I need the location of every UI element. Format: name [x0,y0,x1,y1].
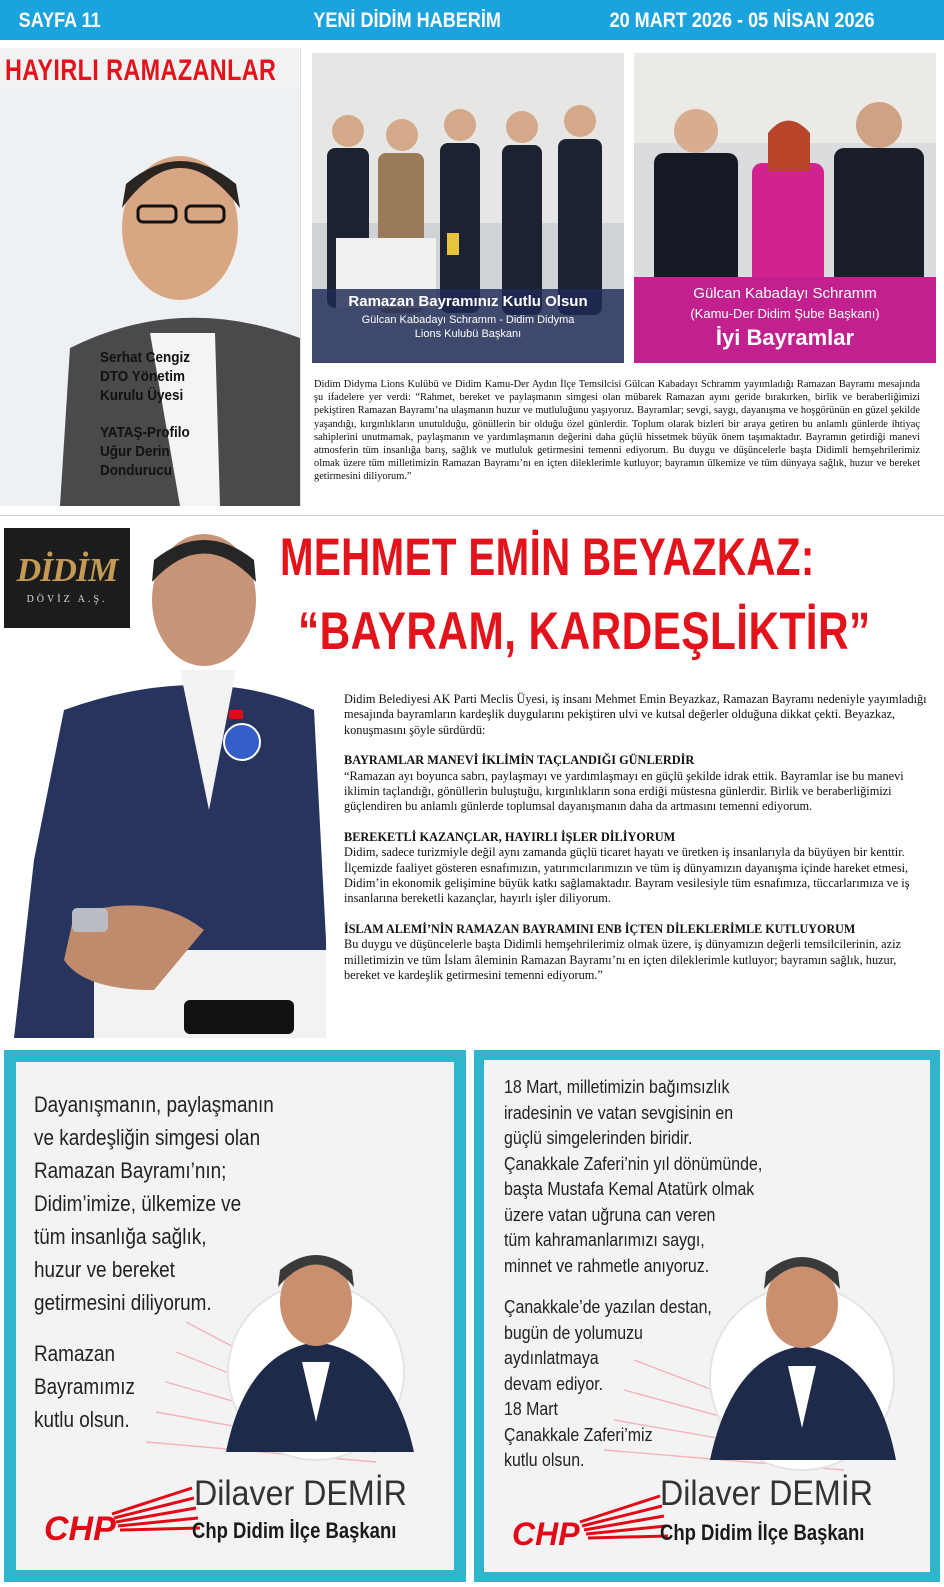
ad-line: 18 Mart, milletimizin bağımsızlık [504,1076,730,1097]
ad-line: Çanakkale Zaferi’nin yıl dönümünde, [504,1152,763,1174]
headline-line1: MEHMET EMİN BEYAZKAZ: [280,528,815,587]
ad-line: iradesinin ve vatan sevgisinin en [504,1101,734,1123]
ad-line: Çanakkale’de yazılan destan, [504,1296,712,1317]
headline-line2: “BAYRAM, KARDEŞLİKTİR” [298,602,871,661]
article-subheading-2: BEREKETLİ KAZANÇLAR, HAYIRLI İŞLER DİLİYORUM [344,829,676,844]
beyazkaz-portrait [4,520,326,1038]
person1-role2: Kurulu Üyesi [100,387,184,404]
kamu-der-photo [634,53,936,363]
candidate-name: Dilaver DEMİR [660,1474,873,1513]
article-paragraph-2: Didim, sadece turizmiyle değil aynı zamanda güçlü ticaret hayatı ve üretken iş insanlarıyla da büyüyen bir kenttir. İlçemizde faaliyet gösteren esnafımızın, yatırımcılarımızın ve tüm iş dünyamızın dayanışma içinde hareket etmesi, Didim’in ekonomik gelişimine büyük katkı sağlamaktadır. Bayram vesilesiyle tüm esnafımıza, tüccarlarımıza ve iş insanlarına bereketli kazançlar, hayırlı işler diliyorum. [344,845,910,906]
logo-brand: DİDİM [16,552,118,589]
main-article-body [344,692,930,984]
article-paragraph-3: Bu duygu ve düşüncelerle başta Didimli hemşehrilerimiz olmak üzere, iş dünyamızın değerli temsilcilerinin, aziz milletimizin ve tüm İslam âleminin Ramazan Bayramı’nı en içten dileklerimle kutluyor; bayramın sağlık, huzur, bereket ve kardeşlik getirmesini temenni ediyorum.” [344,937,901,983]
page-header-bar [0,0,944,40]
ad-line: güçlü simgelerinden biridir. [504,1127,693,1148]
ad-line: aydınlatmaya [504,1347,599,1368]
section-divider [0,515,944,516]
photo-caption-title: Ramazan Bayramınız Kutlu Olsun [348,293,588,310]
ad-message [504,1074,762,1473]
photo-caption-greeting: İyi Bayramlar [715,325,855,350]
chp-canakkale-ad [474,1050,940,1582]
ad-line: Çanakkale Zaferi’miz [504,1423,653,1445]
ad-line: Dayanışmanın, paylaşmanın [34,1092,274,1117]
ad-line: bugün de yolumuzu [504,1321,643,1343]
ad-closing-line: Ramazan [34,1341,115,1366]
candidate-name: Dilaver DEMİR [194,1474,407,1513]
ad-line: üzere vatan uğruna can veren [504,1203,716,1225]
lions-article-text: Didim Didyma Lions Kulübü ve Didim Kamu-Der Aydın İlçe Temsilcisi Gülcan Kabadayı Schramm yayımladığı Ramazan Bayramı mesajında şu ifadelere yer verdi: “Rahmet, bereket ve paylaşmanın simgesi olan mübarek Ramazan ayını geride bırakırken, birlik ve beraberliğimizi pekiştiren Ramazan Bayramı’na ulaşmanın huzur ve mutluluğunu yaşıyoruz. Bayramlar; sevgi, saygı, dayanışma ve hoşgörünün en güzel şekilde yaşandığı, kırgınlıkların unutulduğu, gönüllerin bir olduğu özel günlerdir. Toplum olarak bizleri bir araya getiren bu anlamlı günlerde ihtiyaç sahiplerini unutmamak, paylaşmanın ve yardımlaşmanın değerini daha güçlü hissetmek büyük önem taşımaktadır. Bayramın getirdiği manevi atmosferin tüm insanlığa barış, sağlık ve mutluluk getirmesini temenni ediyorum. Bu duygu ve düşüncelerle başta Didimli hemşehrilerimiz olmak üzere tüm milletimizin Ramazan Bayramı’nı en içten dileklerimle kutluyor; bayramın ülkemize ve tüm dünyaya sağlık, huzur ve bereket getirmesini diliyorum.” [314,379,920,483]
ad-line: kutlu olsun. [504,1449,585,1470]
article-subheading-1: BAYRAMLAR MANEVİ İKLİMİN TAÇLANDIĞI GÜNLERDİR [344,753,695,768]
chp-logo-text: CHP [512,1516,580,1552]
ad-line: tüm insanlığa sağlık, [34,1224,207,1249]
photo-caption-line1: Gülcan Kabadayı Schramm - Didim Didyma [361,314,575,326]
ad-line: getirmesini diliyorum. [34,1290,212,1315]
person1-name: Serhat Cengiz [100,349,191,366]
candidate-title: Chp Didim İlçe Başkanı [192,1518,397,1543]
ad-line: 18 Mart [504,1398,558,1419]
chp-logo-text: CHP [44,1510,116,1548]
ad-title: HAYIRLI RAMAZANLAR [5,54,277,87]
person1-role: DTO Yönetim [100,368,186,385]
ad-line: minnet ve rahmetle anıyoruz. [504,1254,710,1276]
photo-caption-role: (Kamu-Der Didim Şube Başkanı) [690,306,880,321]
article-subheading-3: İSLAM ALEMİ’NİN RAMAZAN BAYRAMINI ENB İÇTEN DİLEKLERİMLE KUTLUYORUM [344,921,856,936]
chp-ramazan-ad [4,1050,466,1582]
ad-closing-line: Bayramımız [34,1374,135,1399]
ad-line: başta Mustafa Kemal Atatürk olmak [504,1178,755,1199]
ad-line: huzur ve bereket [34,1257,175,1282]
photo-caption-name: Gülcan Kabadayı Schramm [693,285,877,302]
greeting-ad-left [0,48,301,506]
ad-message [34,1088,274,1436]
person2-business: Dondurucu [100,462,172,479]
ad-line: ve kardeşliğin simgesi olan [34,1125,261,1150]
person2-name: Uğur Derin [100,443,170,460]
ad-closing-line: kutlu olsun. [34,1407,130,1432]
ad-line: Ramazan Bayramı’nın; [34,1158,227,1183]
logo-subtitle: DÖVİZ A.Ş. [26,594,108,605]
person2-company: YATAŞ-Profilo [100,424,190,441]
ad-line: Didim’imize, ülkemize ve [34,1191,242,1216]
issue-date: 20 MART 2026 - 05 NİSAN 2026 [609,9,875,32]
candidate-title: Chp Didim İlçe Başkanı [660,1520,865,1545]
page-number: SAYFA 11 [18,9,101,32]
article-paragraph-1: “Ramazan ayı boyunca sabrı, paylaşmayı ve yardımlaşmayı en güçlü şekilde idrak ettik. Bayramlar ise bu manevi iklimin taçlandığı, gönüllerin buluştuğu, kırgınlıkların sona erdiği müstesna günlerdir. Birlik ve beraberliğimizi güçlendiren bu anlamlı günlerde toplumsal dayanışmanın daha da artmasını temenni ediyorum. [344,768,904,814]
article-intro: Didim Belediyesi AK Parti Meclis Üyesi, iş insanı Mehmet Emin Beyazkaz, Ramazan Bayramı nedeniyle yayımladığı mesajında bayramların kardeşlik duygularını pekiştiren ulvi ve kutsal değerler olduğuna dikkat çekti. Beyazkaz, konuşmasını şöyle sürdürdü: [344,692,927,737]
photo-caption-line2: Lions Kulubü Başkanı [414,328,522,340]
ad-line: tüm kahramanlarımızı saygı, [504,1229,705,1250]
lions-group-photo [312,53,624,363]
ad-line: devam ediyor. [504,1372,604,1394]
newspaper-name: YENİ DİDİM HABERİM [313,9,501,32]
